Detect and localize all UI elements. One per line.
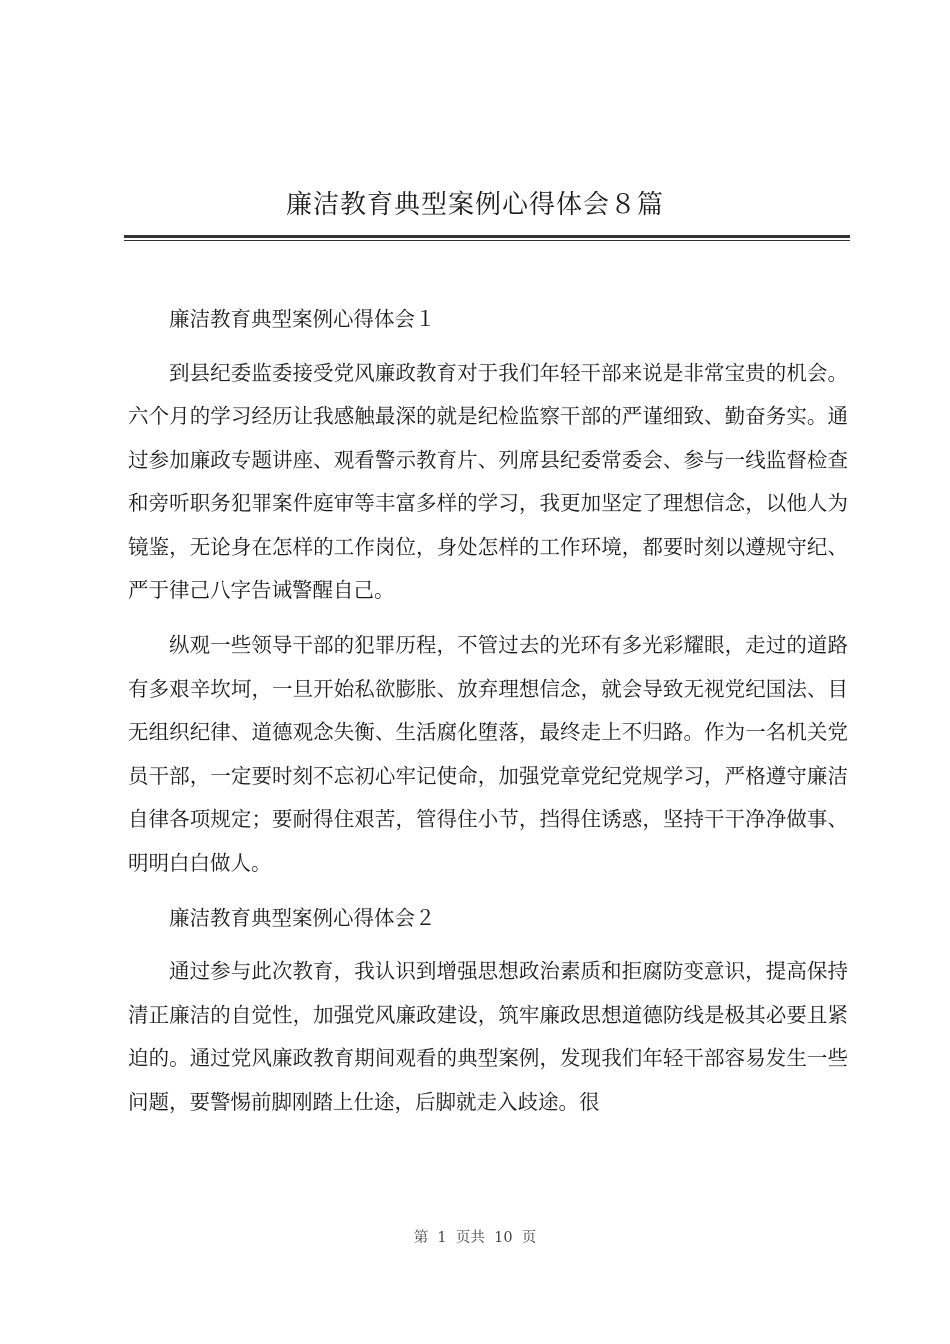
- page-number-footer: 第 1 页共 10 页: [413, 1230, 537, 1246]
- section-heading-2: 廉洁教育典型案例心得体会２: [169, 905, 436, 930]
- paragraph: 纵观一些领导干部的犯罪历程，不管过去的光环有多光彩耀眼，走过的道路有多艰辛坎坷，一旦开始私欲膨胀、放弃理想信念，就会导致无视党纪国法、目无组织纪律、道德观念失衡、生活腐化堕落，最终走上不归路。作为一名机关党员干部，一定要时刻不忘初心牢记使命，加强党章党纪党规学习，严格遵守廉洁自律各项规定；要耐得住艰苦，管得住小节，挡得住诱惑，坚持干干净净做事、明明白白做人。: [128, 633, 848, 875]
- paragraph: 到县纪委监委接受党风廉政教育对于我们年轻干部来说是非常宝贵的机会。六个月的学习经历让我感触最深的就是纪检监察干部的严谨细致、勤奋务实。通过参加廉政专题讲座、观看警示教育片、列席县纪委常委会、参与一线监督检查和旁听职务犯罪案件庭审等丰富多样的学习，我更加坚定了理想信念，以他人为镜鉴，无论身在怎样的工作岗位，身处怎样的工作环境，都要时刻以遵规守纪、严于律己八字告诫警醒自己。: [128, 360, 848, 602]
- document-title: 廉洁教育典型案例心得体会８篇: [285, 190, 664, 220]
- paragraph: 通过参与此次教育，我认识到增强思想政治素质和拒腐防变意识，提高保持清正廉洁的自觉性，加强党风廉政建设，筑牢廉政思想道德防线是极其必要且紧迫的。通过党风廉政教育期间观看的典型案例，发现我们年轻干部容易发生一些问题，要警惕前脚刚踏上仕途，后脚就走入歧途。很: [128, 959, 848, 1114]
- section-heading-1: 廉洁教育典型案例心得体会１: [169, 307, 436, 331]
- title-divider: [124, 235, 850, 241]
- document-body: [128, 298, 848, 1136]
